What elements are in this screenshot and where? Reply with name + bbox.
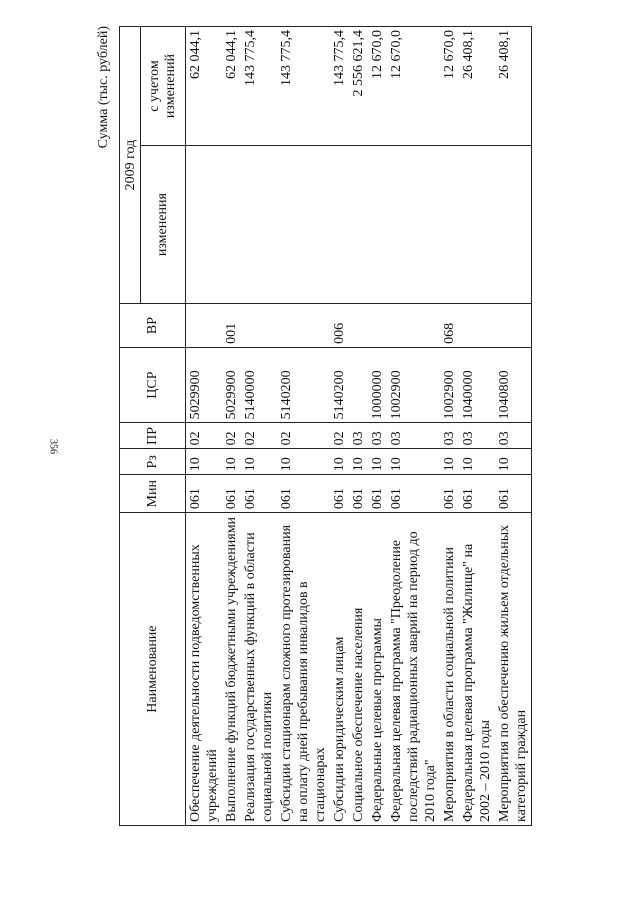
row-vr bbox=[387, 304, 440, 348]
row-vr: 006 bbox=[330, 304, 349, 348]
row-pr: 03 bbox=[349, 423, 368, 449]
row-csr: 1040800 bbox=[495, 347, 532, 423]
unit-label: Сумма (тыс. рублей) bbox=[96, 26, 111, 149]
row-pr: 02 bbox=[277, 423, 330, 449]
row-min: 061 bbox=[330, 475, 349, 513]
row-rz: 10 bbox=[186, 449, 223, 475]
header-min: Мин bbox=[120, 475, 186, 513]
header-pr: ПР bbox=[120, 423, 186, 449]
row-name: Мероприятия в области социальной политики bbox=[440, 513, 459, 826]
row-csr: 5029900 bbox=[186, 347, 223, 423]
row-min: 061 bbox=[368, 475, 387, 513]
row-changes bbox=[186, 146, 223, 304]
row-csr: 1040000 bbox=[459, 347, 495, 423]
table-row bbox=[387, 27, 440, 826]
row-changes bbox=[459, 146, 495, 304]
row-vr bbox=[241, 304, 277, 348]
table-row bbox=[277, 27, 330, 826]
header-csr: ЦСР bbox=[120, 347, 186, 423]
row-rz: 10 bbox=[349, 449, 368, 475]
row-name: Мероприятия по обеспечению жильем отдельных категорий граждан bbox=[495, 513, 532, 826]
row-changes bbox=[330, 146, 349, 304]
row-min: 061 bbox=[349, 475, 368, 513]
rotated-sheet bbox=[95, 26, 529, 826]
row-csr: 1000000 bbox=[368, 347, 387, 423]
row-min: 061 bbox=[440, 475, 459, 513]
row-rz: 10 bbox=[330, 449, 349, 475]
row-total: 2 556 621,4 bbox=[349, 27, 368, 146]
row-total: 26 408,1 bbox=[459, 27, 495, 146]
row-changes bbox=[277, 146, 330, 304]
row-changes bbox=[440, 146, 459, 304]
row-total: 12 670,0 bbox=[368, 27, 387, 146]
row-changes bbox=[222, 146, 241, 304]
row-csr: 5140200 bbox=[277, 347, 330, 423]
row-vr bbox=[277, 304, 330, 348]
row-min: 061 bbox=[387, 475, 440, 513]
row-pr: 02 bbox=[241, 423, 277, 449]
header-name: Наименование bbox=[120, 513, 186, 826]
row-min: 061 bbox=[222, 475, 241, 513]
row-pr: 02 bbox=[330, 423, 349, 449]
row-name: Обеспечение деятельности подведомственных учреждений bbox=[186, 513, 223, 826]
row-total: 62 044,1 bbox=[222, 27, 241, 146]
row-csr: 5140000 bbox=[241, 347, 277, 423]
header-with-changes: с учетом изменений bbox=[141, 27, 186, 146]
row-min: 061 bbox=[495, 475, 532, 513]
row-total: 143 775,4 bbox=[277, 27, 330, 146]
row-changes bbox=[241, 146, 277, 304]
row-total: 26 408,1 bbox=[495, 27, 532, 146]
budget-table bbox=[119, 26, 532, 826]
table-row bbox=[368, 27, 387, 826]
row-min: 061 bbox=[277, 475, 330, 513]
table-row bbox=[495, 27, 532, 826]
row-pr: 03 bbox=[440, 423, 459, 449]
table-row bbox=[222, 27, 241, 826]
row-min: 061 bbox=[459, 475, 495, 513]
row-name: Федеральная целевая программа "Преодоление последствий радиационных аварий на период до 2010 года" bbox=[387, 513, 440, 826]
header-changes: изменения bbox=[141, 146, 186, 304]
row-pr: 03 bbox=[495, 423, 532, 449]
row-vr bbox=[186, 304, 223, 348]
row-total: 12 670,0 bbox=[440, 27, 459, 146]
row-rz: 10 bbox=[459, 449, 495, 475]
row-vr: 068 bbox=[440, 304, 459, 348]
row-name: Федеральные целевые программы bbox=[368, 513, 387, 826]
row-name: Реализация государственных функций в области социальной политики bbox=[241, 513, 277, 826]
row-name: Субсидии юридическим лицам bbox=[330, 513, 349, 826]
row-name: Социальное обеспечение населения bbox=[349, 513, 368, 826]
row-rz: 10 bbox=[368, 449, 387, 475]
row-min: 061 bbox=[241, 475, 277, 513]
row-rz: 10 bbox=[387, 449, 440, 475]
row-pr: 02 bbox=[222, 423, 241, 449]
row-changes bbox=[368, 146, 387, 304]
row-vr: 001 bbox=[222, 304, 241, 348]
row-rz: 10 bbox=[495, 449, 532, 475]
row-vr bbox=[368, 304, 387, 348]
row-total: 143 775,4 bbox=[241, 27, 277, 146]
row-rz: 10 bbox=[222, 449, 241, 475]
row-total: 12 670,0 bbox=[387, 27, 440, 146]
row-pr: 02 bbox=[186, 423, 223, 449]
header-year: 2009 год bbox=[120, 27, 141, 304]
row-csr: 1002900 bbox=[440, 347, 459, 423]
row-rz: 10 bbox=[440, 449, 459, 475]
row-csr: 5140200 bbox=[330, 347, 349, 423]
row-pr: 03 bbox=[387, 423, 440, 449]
page-number: 356 bbox=[47, 439, 59, 454]
row-name: Федеральная целевая программа "Жилище" на 2002 – 2010 годы bbox=[459, 513, 495, 826]
table-row bbox=[349, 27, 368, 826]
header-rz: Рз bbox=[120, 449, 186, 475]
row-changes bbox=[495, 146, 532, 304]
row-vr bbox=[459, 304, 495, 348]
row-csr: 1002900 bbox=[387, 347, 440, 423]
row-csr bbox=[349, 347, 368, 423]
row-vr bbox=[349, 304, 368, 348]
table-row bbox=[440, 27, 459, 826]
row-csr: 5029900 bbox=[222, 347, 241, 423]
table-row bbox=[459, 27, 495, 826]
table-row bbox=[241, 27, 277, 826]
row-min: 061 bbox=[186, 475, 223, 513]
row-name: Выполнение функций бюджетными учреждениями bbox=[222, 513, 241, 826]
row-total: 143 775,4 bbox=[330, 27, 349, 146]
row-changes bbox=[387, 146, 440, 304]
row-total: 62 044,1 bbox=[186, 27, 223, 146]
row-rz: 10 bbox=[241, 449, 277, 475]
row-pr: 03 bbox=[459, 423, 495, 449]
row-rz: 10 bbox=[277, 449, 330, 475]
table-row bbox=[330, 27, 349, 826]
row-vr bbox=[495, 304, 532, 348]
header-vr: ВР bbox=[120, 304, 186, 348]
table-row bbox=[186, 27, 223, 826]
row-name: Субсидии стационарам сложного протезирования на оплату дней пребывания инвалидов в стационарах bbox=[277, 513, 330, 826]
row-changes bbox=[349, 146, 368, 304]
row-pr: 03 bbox=[368, 423, 387, 449]
